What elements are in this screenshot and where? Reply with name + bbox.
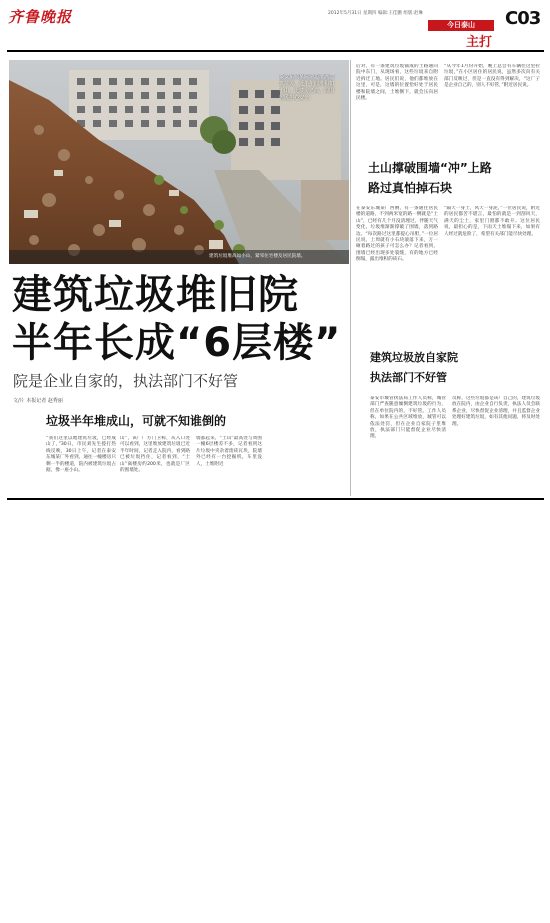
date-line: 2012年5月31日 星期四 编辑:王佳鹏 组版:赵琳 (328, 11, 423, 16)
main-story-column-3: 墙都起来，“土山”最高处与周围一幢6层楼差不多，记者看到这片垃圾中夹杂着废砖瓦块，院墙外已经有一台挖掘机，车里没人，土堆附近 (196, 436, 262, 467)
main-headline-line1: 建筑垃圾堆旧院 (12, 272, 299, 318)
section-name: 主打 (466, 35, 493, 50)
photo-caption: 建筑垃圾堆高如小山，紧邻住宅楼及居民院墙。 (209, 254, 306, 259)
story3-headline-line1: 建筑垃圾放自家院 (370, 351, 458, 364)
main-subheadline: 院是企业自家的，执法部门不好管 (13, 372, 239, 390)
newspaper-logo: 齐鲁晚报 (8, 8, 73, 26)
main-story-column-2: 山”，该厂厂方门卫称，从入口处可以看到，这里堆放建筑垃圾已近半年时间，记者走入院内，看到路已被垃圾挡住，记者看到，“土山”离楼房约200米，也就是厂区的围墙处。 (120, 436, 190, 474)
masthead-rule (7, 50, 544, 52)
section-heading: 垃圾半年堆成山，可就不知谁倒的 (46, 414, 227, 428)
byline: 文/片 本报记者 赵秀丽 (13, 398, 63, 404)
story2-headline-line1: 土山撑破围墙“冲”上路 (368, 161, 492, 175)
masthead (0, 0, 550, 56)
section-tag: 今日泰山 (428, 20, 494, 31)
main-story-column-1: “我们这里以地建筑垃圾，已经成山了，”30日，市民刘先生拨打热线反映，30日上午，记者在泰安东城某厂外看到，通往一幢楼房只剩一半的楼道，院内被建筑垃圾占据，像一座小山。 (46, 436, 116, 474)
story2-column-2: “隔天一身土，风天一身泥，”一位居民说，附近的居民都苦不堪言，最怕的就是一到刮风天，满天的尘土，家里门窗都不敢开。这位居民说，最担心的是，下雨天土堆塌下来，如果有人经过就危险了，希望有关部门能尽快处理。 (444, 206, 540, 237)
main-story-column-5: “从今年1月份开始，晚上总会有车辆往这里拉垃圾，”在小区居住的居民说，虽然多次向有关部门反映过，但是一直没有得到解决，“这厂子是企业自己的，别人不好管，”附近居民说。 (444, 64, 540, 89)
column-rule (350, 60, 351, 496)
story3-column-1: 泰安市城管执法局工作人员称，城管部门严查随意倾倒建筑垃圾的行为，但在单位院内的，不好管。工作人员称，如果在公共区域堆放，城管可以依法处罚，但在企业自家院子里堆放，执法部门只能督促企业尽快清理。 (370, 396, 446, 440)
photo (9, 60, 349, 264)
page-number: C03 (505, 8, 541, 29)
story2-headline-line2: 路过真怕掉石块 (368, 181, 453, 195)
main-headline-line2: 半年长成“6层楼” (12, 320, 342, 366)
story3-headline-line2: 执法部门不好管 (370, 371, 447, 384)
photo-overlay-text: 泰安东城某院墙边堆满建筑垃圾，近半年间堆积如小山，比楼房还高，周围居民担心安全。 (279, 74, 335, 101)
main-story-column-4: 后对，有一条建筑垃圾铺成的土路通向院中东门，从现场看，这些垃圾来自附近拆迁工地。居民们说，他们都堆放在这里，可是，这墙的位置恰好处于居民楼和院墙之间，土堆倒下，就会压向居民楼。 (356, 64, 438, 102)
story3-column-2: 员称，这些垃圾都是该厂自己的，建筑垃圾放在院内，由企业自行负责，执法人员会联系企业，尽快督促企业清理，并且监督企业处理好建筑垃圾，如有其他问题，将及时处理。 (452, 396, 540, 427)
story2-column-1: 在泰安东城某厂西侧，有一条通往居民楼的道路，不到两米宽的路一侧就是“土山”，已经有几个月没清理过，伴随天气变化，垃圾堆渐渐撑破了围墙，落到路边。“每次路过这里都提心吊胆，”一位居民说，上周就有小石块滚落下来，万一砸着路过的孩子可怎么办？记者看到，围墙已经出现多处裂缝，有的地方已经倒塌，露出堆积的砖石。 (356, 206, 438, 263)
